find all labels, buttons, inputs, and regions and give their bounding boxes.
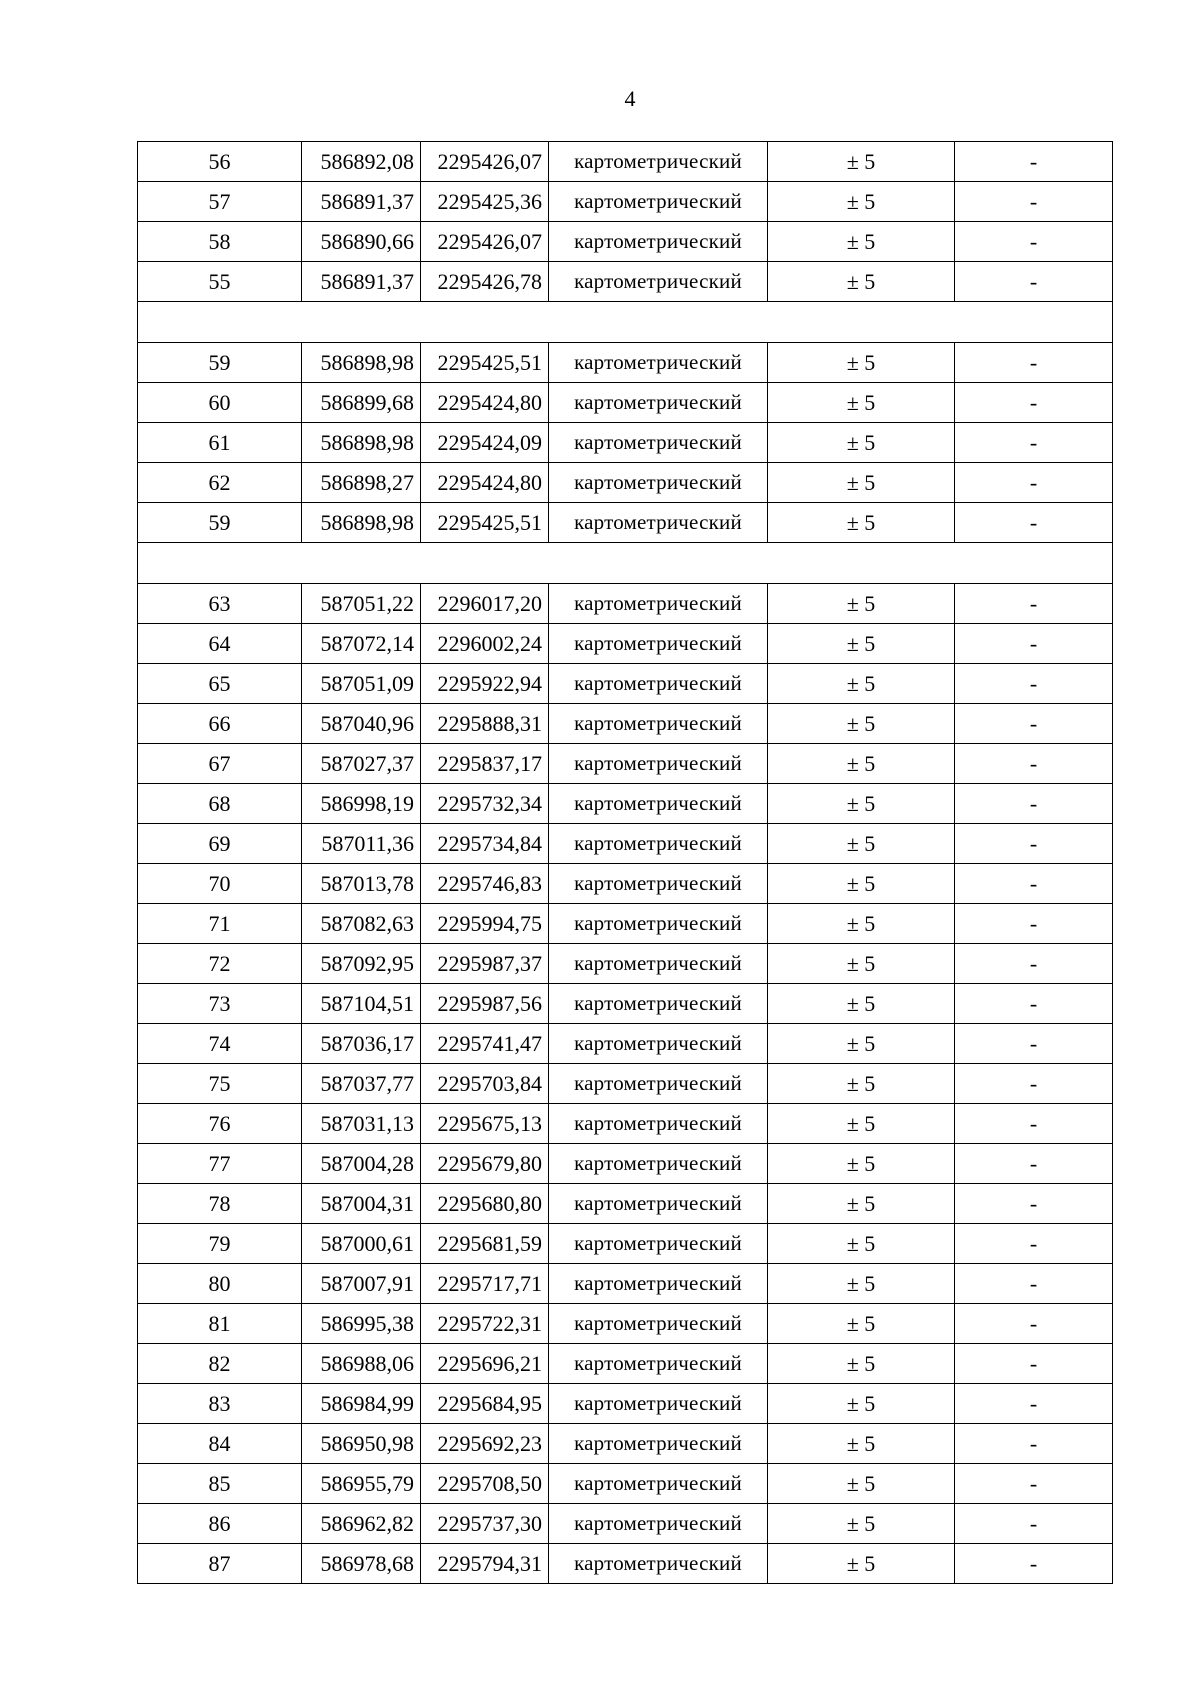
table-row xyxy=(138,423,1113,463)
method-cell: картометрический xyxy=(549,1344,768,1384)
point-number-cell: 71 xyxy=(138,904,302,944)
accuracy-cell: ± 5 xyxy=(768,383,955,423)
method-cell: картометрический xyxy=(549,784,768,824)
y-coordinate-cell: 2295734,84 xyxy=(421,824,549,864)
accuracy-cell: ± 5 xyxy=(768,1504,955,1544)
method-cell: картометрический xyxy=(549,1424,768,1464)
accuracy-cell: ± 5 xyxy=(768,1144,955,1184)
table-row xyxy=(138,744,1113,784)
table-row xyxy=(138,1504,1113,1544)
note-cell: - xyxy=(955,343,1113,383)
note-cell: - xyxy=(955,1264,1113,1304)
y-coordinate-cell: 2295425,51 xyxy=(421,503,549,543)
x-coordinate-cell: 586984,99 xyxy=(302,1384,421,1424)
accuracy-cell: ± 5 xyxy=(768,1024,955,1064)
note-cell: - xyxy=(955,864,1113,904)
method-cell: картометрический xyxy=(549,142,768,182)
table-row xyxy=(138,1264,1113,1304)
x-coordinate-cell: 586899,68 xyxy=(302,383,421,423)
method-cell: картометрический xyxy=(549,423,768,463)
table-row xyxy=(138,1064,1113,1104)
note-cell: - xyxy=(955,262,1113,302)
point-number-cell: 65 xyxy=(138,664,302,704)
y-coordinate-cell: 2296002,24 xyxy=(421,624,549,664)
y-coordinate-cell: 2295681,59 xyxy=(421,1224,549,1264)
x-coordinate-cell: 586891,37 xyxy=(302,182,421,222)
x-coordinate-cell: 587000,61 xyxy=(302,1224,421,1264)
point-number-cell: 76 xyxy=(138,1104,302,1144)
note-cell: - xyxy=(955,182,1113,222)
table-row xyxy=(138,944,1113,984)
y-coordinate-cell: 2295426,78 xyxy=(421,262,549,302)
point-number-cell: 81 xyxy=(138,1304,302,1344)
table-row xyxy=(138,1464,1113,1504)
accuracy-cell: ± 5 xyxy=(768,1384,955,1424)
y-coordinate-cell: 2295696,21 xyxy=(421,1344,549,1384)
y-coordinate-cell: 2295722,31 xyxy=(421,1304,549,1344)
method-cell: картометрический xyxy=(549,1184,768,1224)
table-row xyxy=(138,864,1113,904)
x-coordinate-cell: 587004,31 xyxy=(302,1184,421,1224)
point-number-cell: 77 xyxy=(138,1144,302,1184)
table-row xyxy=(138,1424,1113,1464)
x-coordinate-cell: 587104,51 xyxy=(302,984,421,1024)
x-coordinate-cell: 586955,79 xyxy=(302,1464,421,1504)
accuracy-cell: ± 5 xyxy=(768,222,955,262)
y-coordinate-cell: 2295426,07 xyxy=(421,142,549,182)
accuracy-cell: ± 5 xyxy=(768,142,955,182)
accuracy-cell: ± 5 xyxy=(768,1184,955,1224)
accuracy-cell: ± 5 xyxy=(768,262,955,302)
accuracy-cell: ± 5 xyxy=(768,904,955,944)
point-number-cell: 67 xyxy=(138,744,302,784)
method-cell: картометрический xyxy=(549,1544,768,1584)
method-cell: картометрический xyxy=(549,1104,768,1144)
table-row xyxy=(138,1384,1113,1424)
table-row xyxy=(138,1104,1113,1144)
method-cell: картометрический xyxy=(549,944,768,984)
note-cell: - xyxy=(955,584,1113,624)
table-row xyxy=(138,463,1113,503)
note-cell: - xyxy=(955,624,1113,664)
x-coordinate-cell: 587092,95 xyxy=(302,944,421,984)
x-coordinate-cell: 586950,98 xyxy=(302,1424,421,1464)
accuracy-cell: ± 5 xyxy=(768,503,955,543)
x-coordinate-cell: 586898,98 xyxy=(302,423,421,463)
y-coordinate-cell: 2295746,83 xyxy=(421,864,549,904)
x-coordinate-cell: 587082,63 xyxy=(302,904,421,944)
method-cell: картометрический xyxy=(549,824,768,864)
point-number-cell: 80 xyxy=(138,1264,302,1304)
note-cell: - xyxy=(955,463,1113,503)
accuracy-cell: ± 5 xyxy=(768,824,955,864)
note-cell: - xyxy=(955,664,1113,704)
x-coordinate-cell: 586995,38 xyxy=(302,1304,421,1344)
x-coordinate-cell: 586898,98 xyxy=(302,503,421,543)
x-coordinate-cell: 587027,37 xyxy=(302,744,421,784)
accuracy-cell: ± 5 xyxy=(768,1264,955,1304)
table-separator-row xyxy=(138,543,1113,584)
y-coordinate-cell: 2295737,30 xyxy=(421,1504,549,1544)
method-cell: картометрический xyxy=(549,1504,768,1544)
point-number-cell: 64 xyxy=(138,624,302,664)
accuracy-cell: ± 5 xyxy=(768,1064,955,1104)
y-coordinate-cell: 2295680,80 xyxy=(421,1184,549,1224)
table-row xyxy=(138,1224,1113,1264)
note-cell: - xyxy=(955,744,1113,784)
point-number-cell: 78 xyxy=(138,1184,302,1224)
x-coordinate-cell: 587013,78 xyxy=(302,864,421,904)
note-cell: - xyxy=(955,1304,1113,1344)
method-cell: картометрический xyxy=(549,503,768,543)
y-coordinate-cell: 2295425,51 xyxy=(421,343,549,383)
accuracy-cell: ± 5 xyxy=(768,1224,955,1264)
y-coordinate-cell: 2295684,95 xyxy=(421,1384,549,1424)
note-cell: - xyxy=(955,1224,1113,1264)
method-cell: картометрический xyxy=(549,984,768,1024)
accuracy-cell: ± 5 xyxy=(768,1104,955,1144)
separator-cell xyxy=(138,302,1113,343)
x-coordinate-cell: 587004,28 xyxy=(302,1144,421,1184)
table-row xyxy=(138,262,1113,302)
accuracy-cell: ± 5 xyxy=(768,1424,955,1464)
method-cell: картометрический xyxy=(549,584,768,624)
note-cell: - xyxy=(955,1024,1113,1064)
y-coordinate-cell: 2295426,07 xyxy=(421,222,549,262)
method-cell: картометрический xyxy=(549,343,768,383)
point-number-cell: 69 xyxy=(138,824,302,864)
accuracy-cell: ± 5 xyxy=(768,624,955,664)
point-number-cell: 59 xyxy=(138,503,302,543)
accuracy-cell: ± 5 xyxy=(768,584,955,624)
table-row xyxy=(138,1184,1113,1224)
page-number: 4 xyxy=(624,86,636,111)
coordinates-table-body xyxy=(138,142,1113,1584)
y-coordinate-cell: 2295994,75 xyxy=(421,904,549,944)
method-cell: картометрический xyxy=(549,1144,768,1184)
point-number-cell: 73 xyxy=(138,984,302,1024)
point-number-cell: 66 xyxy=(138,704,302,744)
y-coordinate-cell: 2295703,84 xyxy=(421,1064,549,1104)
y-coordinate-cell: 2295922,94 xyxy=(421,664,549,704)
table-row xyxy=(138,904,1113,944)
note-cell: - xyxy=(955,824,1113,864)
y-coordinate-cell: 2295717,71 xyxy=(421,1264,549,1304)
y-coordinate-cell: 2295837,17 xyxy=(421,744,549,784)
method-cell: картометрический xyxy=(549,1064,768,1104)
method-cell: картометрический xyxy=(549,1464,768,1504)
separator-cell xyxy=(138,543,1113,584)
point-number-cell: 74 xyxy=(138,1024,302,1064)
x-coordinate-cell: 586962,82 xyxy=(302,1504,421,1544)
point-number-cell: 82 xyxy=(138,1344,302,1384)
table-row xyxy=(138,704,1113,744)
x-coordinate-cell: 587036,17 xyxy=(302,1024,421,1064)
point-number-cell: 55 xyxy=(138,262,302,302)
accuracy-cell: ± 5 xyxy=(768,463,955,503)
x-coordinate-cell: 587007,91 xyxy=(302,1264,421,1304)
accuracy-cell: ± 5 xyxy=(768,182,955,222)
method-cell: картометрический xyxy=(549,744,768,784)
x-coordinate-cell: 587040,96 xyxy=(302,704,421,744)
method-cell: картометрический xyxy=(549,704,768,744)
coordinates-table xyxy=(137,141,1113,1584)
y-coordinate-cell: 2295424,80 xyxy=(421,383,549,423)
point-number-cell: 85 xyxy=(138,1464,302,1504)
x-coordinate-cell: 586891,37 xyxy=(302,262,421,302)
note-cell: - xyxy=(955,904,1113,944)
method-cell: картометрический xyxy=(549,262,768,302)
table-row xyxy=(138,182,1113,222)
accuracy-cell: ± 5 xyxy=(768,1544,955,1584)
x-coordinate-cell: 586998,19 xyxy=(302,784,421,824)
point-number-cell: 83 xyxy=(138,1384,302,1424)
table-row xyxy=(138,784,1113,824)
point-number-cell: 70 xyxy=(138,864,302,904)
accuracy-cell: ± 5 xyxy=(768,1344,955,1384)
note-cell: - xyxy=(955,423,1113,463)
accuracy-cell: ± 5 xyxy=(768,343,955,383)
x-coordinate-cell: 587031,13 xyxy=(302,1104,421,1144)
table-row xyxy=(138,343,1113,383)
x-coordinate-cell: 586988,06 xyxy=(302,1344,421,1384)
x-coordinate-cell: 587037,77 xyxy=(302,1064,421,1104)
table-row xyxy=(138,1544,1113,1584)
table-row xyxy=(138,222,1113,262)
note-cell: - xyxy=(955,784,1113,824)
note-cell: - xyxy=(955,1184,1113,1224)
y-coordinate-cell: 2295424,09 xyxy=(421,423,549,463)
note-cell: - xyxy=(955,1384,1113,1424)
accuracy-cell: ± 5 xyxy=(768,1304,955,1344)
point-number-cell: 56 xyxy=(138,142,302,182)
accuracy-cell: ± 5 xyxy=(768,1464,955,1504)
note-cell: - xyxy=(955,1064,1113,1104)
y-coordinate-cell: 2295675,13 xyxy=(421,1104,549,1144)
point-number-cell: 59 xyxy=(138,343,302,383)
table-row xyxy=(138,624,1113,664)
table-row xyxy=(138,584,1113,624)
method-cell: картометрический xyxy=(549,1304,768,1344)
table-row xyxy=(138,1144,1113,1184)
table-separator-row xyxy=(138,302,1113,343)
table-row xyxy=(138,664,1113,704)
x-coordinate-cell: 586898,98 xyxy=(302,343,421,383)
note-cell: - xyxy=(955,383,1113,423)
x-coordinate-cell: 587051,09 xyxy=(302,664,421,704)
accuracy-cell: ± 5 xyxy=(768,984,955,1024)
note-cell: - xyxy=(955,1544,1113,1584)
method-cell: картометрический xyxy=(549,664,768,704)
table-row xyxy=(138,142,1113,182)
point-number-cell: 75 xyxy=(138,1064,302,1104)
point-number-cell: 58 xyxy=(138,222,302,262)
x-coordinate-cell: 586890,66 xyxy=(302,222,421,262)
note-cell: - xyxy=(955,704,1113,744)
table-row xyxy=(138,1304,1113,1344)
table-row xyxy=(138,503,1113,543)
x-coordinate-cell: 587011,36 xyxy=(302,824,421,864)
method-cell: картометрический xyxy=(549,182,768,222)
note-cell: - xyxy=(955,944,1113,984)
accuracy-cell: ± 5 xyxy=(768,744,955,784)
table-row xyxy=(138,824,1113,864)
method-cell: картометрический xyxy=(549,904,768,944)
note-cell: - xyxy=(955,142,1113,182)
y-coordinate-cell: 2295679,80 xyxy=(421,1144,549,1184)
table-row xyxy=(138,1024,1113,1064)
point-number-cell: 87 xyxy=(138,1544,302,1584)
point-number-cell: 84 xyxy=(138,1424,302,1464)
note-cell: - xyxy=(955,222,1113,262)
accuracy-cell: ± 5 xyxy=(768,784,955,824)
y-coordinate-cell: 2295424,80 xyxy=(421,463,549,503)
point-number-cell: 72 xyxy=(138,944,302,984)
y-coordinate-cell: 2295741,47 xyxy=(421,1024,549,1064)
accuracy-cell: ± 5 xyxy=(768,944,955,984)
method-cell: картометрический xyxy=(549,222,768,262)
x-coordinate-cell: 586892,08 xyxy=(302,142,421,182)
accuracy-cell: ± 5 xyxy=(768,704,955,744)
x-coordinate-cell: 586978,68 xyxy=(302,1544,421,1584)
x-coordinate-cell: 587051,22 xyxy=(302,584,421,624)
method-cell: картометрический xyxy=(549,864,768,904)
point-number-cell: 60 xyxy=(138,383,302,423)
table-row xyxy=(138,383,1113,423)
y-coordinate-cell: 2295732,34 xyxy=(421,784,549,824)
x-coordinate-cell: 587072,14 xyxy=(302,624,421,664)
note-cell: - xyxy=(955,1424,1113,1464)
note-cell: - xyxy=(955,1344,1113,1384)
table-row xyxy=(138,1344,1113,1384)
method-cell: картометрический xyxy=(549,463,768,503)
table-row xyxy=(138,984,1113,1024)
note-cell: - xyxy=(955,1464,1113,1504)
y-coordinate-cell: 2295692,23 xyxy=(421,1424,549,1464)
note-cell: - xyxy=(955,984,1113,1024)
method-cell: картометрический xyxy=(549,624,768,664)
accuracy-cell: ± 5 xyxy=(768,864,955,904)
note-cell: - xyxy=(955,503,1113,543)
y-coordinate-cell: 2295708,50 xyxy=(421,1464,549,1504)
y-coordinate-cell: 2296017,20 xyxy=(421,584,549,624)
accuracy-cell: ± 5 xyxy=(768,423,955,463)
point-number-cell: 86 xyxy=(138,1504,302,1544)
x-coordinate-cell: 586898,27 xyxy=(302,463,421,503)
accuracy-cell: ± 5 xyxy=(768,664,955,704)
y-coordinate-cell: 2295425,36 xyxy=(421,182,549,222)
y-coordinate-cell: 2295888,31 xyxy=(421,704,549,744)
point-number-cell: 63 xyxy=(138,584,302,624)
y-coordinate-cell: 2295987,56 xyxy=(421,984,549,1024)
method-cell: картометрический xyxy=(549,1384,768,1424)
note-cell: - xyxy=(955,1504,1113,1544)
method-cell: картометрический xyxy=(549,1264,768,1304)
method-cell: картометрический xyxy=(549,1024,768,1064)
point-number-cell: 61 xyxy=(138,423,302,463)
note-cell: - xyxy=(955,1104,1113,1144)
note-cell: - xyxy=(955,1144,1113,1184)
y-coordinate-cell: 2295987,37 xyxy=(421,944,549,984)
y-coordinate-cell: 2295794,31 xyxy=(421,1544,549,1584)
method-cell: картометрический xyxy=(549,383,768,423)
point-number-cell: 68 xyxy=(138,784,302,824)
point-number-cell: 62 xyxy=(138,463,302,503)
point-number-cell: 79 xyxy=(138,1224,302,1264)
point-number-cell: 57 xyxy=(138,182,302,222)
method-cell: картометрический xyxy=(549,1224,768,1264)
